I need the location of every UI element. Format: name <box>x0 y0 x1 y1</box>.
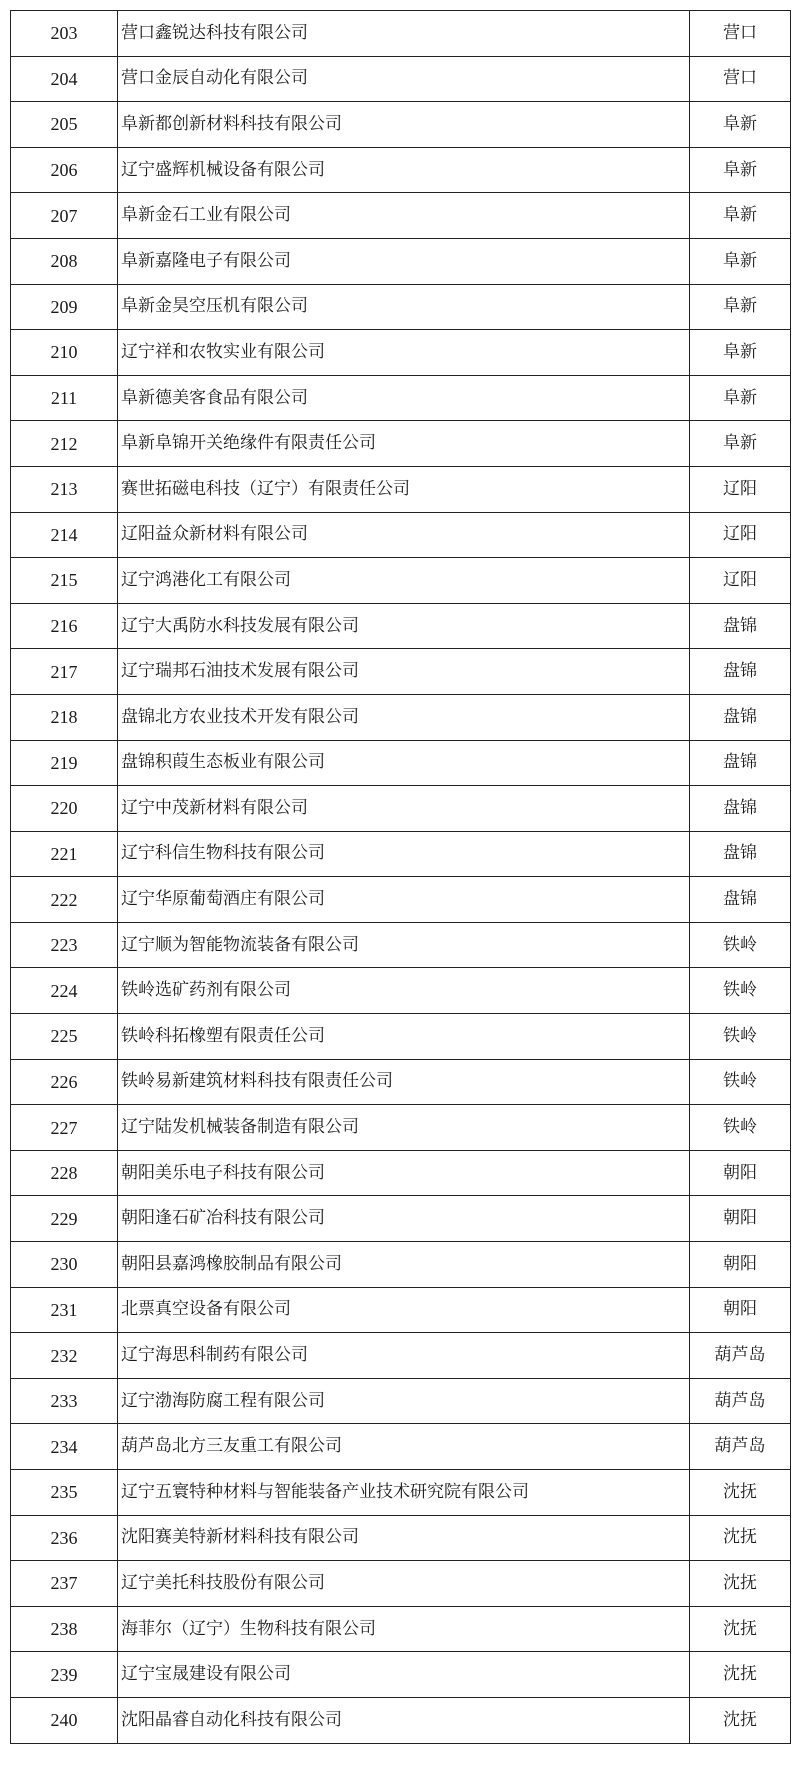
table-row <box>11 1059 791 1105</box>
city-name: 阜新 <box>690 193 791 239</box>
company-name: 阜新金昊空压机有限公司 <box>118 284 690 330</box>
company-name: 辽宁美托科技股份有限公司 <box>118 1561 690 1607</box>
row-number: 204 <box>11 56 118 102</box>
company-name: 海菲尔（辽宁）生物科技有限公司 <box>118 1606 690 1652</box>
table-row <box>11 1196 791 1242</box>
city-name: 盘锦 <box>690 831 791 877</box>
row-number: 205 <box>11 102 118 148</box>
row-number: 220 <box>11 786 118 832</box>
table-row <box>11 1242 791 1288</box>
city-name: 沈抚 <box>690 1652 791 1698</box>
row-number: 221 <box>11 831 118 877</box>
table-row <box>11 512 791 558</box>
company-name: 朝阳县嘉鸿橡胶制品有限公司 <box>118 1242 690 1288</box>
row-number: 223 <box>11 922 118 968</box>
company-name: 盘锦积葭生态板业有限公司 <box>118 740 690 786</box>
row-number: 226 <box>11 1059 118 1105</box>
row-number: 212 <box>11 421 118 467</box>
company-name: 辽宁五寰特种材料与智能装备产业技术研究院有限公司 <box>118 1470 690 1516</box>
company-name: 辽宁宝晟建设有限公司 <box>118 1652 690 1698</box>
city-name: 辽阳 <box>690 512 791 558</box>
table-row <box>11 193 791 239</box>
company-name: 沈阳晶睿自动化科技有限公司 <box>118 1697 690 1743</box>
row-number: 231 <box>11 1287 118 1333</box>
city-name: 盘锦 <box>690 649 791 695</box>
table-row <box>11 1014 791 1060</box>
company-name: 辽阳益众新材料有限公司 <box>118 512 690 558</box>
company-name: 辽宁大禹防水科技发展有限公司 <box>118 603 690 649</box>
company-name: 阜新金石工业有限公司 <box>118 193 690 239</box>
row-number: 228 <box>11 1150 118 1196</box>
row-number: 210 <box>11 330 118 376</box>
company-name: 辽宁祥和农牧实业有限公司 <box>118 330 690 376</box>
city-name: 朝阳 <box>690 1287 791 1333</box>
row-number: 203 <box>11 11 118 57</box>
table-row <box>11 1287 791 1333</box>
row-number: 236 <box>11 1515 118 1561</box>
table-row <box>11 831 791 877</box>
table-row <box>11 968 791 1014</box>
company-name: 朝阳逢石矿冶科技有限公司 <box>118 1196 690 1242</box>
table-row <box>11 1606 791 1652</box>
city-name: 辽阳 <box>690 558 791 604</box>
row-number: 240 <box>11 1697 118 1743</box>
row-number: 224 <box>11 968 118 1014</box>
city-name: 铁岭 <box>690 1014 791 1060</box>
table-row <box>11 1515 791 1561</box>
table-row <box>11 1561 791 1607</box>
company-name: 辽宁鸿港化工有限公司 <box>118 558 690 604</box>
row-number: 234 <box>11 1424 118 1470</box>
company-name: 辽宁渤海防腐工程有限公司 <box>118 1378 690 1424</box>
table-row <box>11 102 791 148</box>
table-row <box>11 740 791 786</box>
table-body <box>11 11 791 1744</box>
table-row <box>11 421 791 467</box>
company-name: 阜新嘉隆电子有限公司 <box>118 238 690 284</box>
city-name: 葫芦岛 <box>690 1333 791 1379</box>
table-row <box>11 1470 791 1516</box>
table-row <box>11 56 791 102</box>
row-number: 229 <box>11 1196 118 1242</box>
table-row <box>11 922 791 968</box>
row-number: 222 <box>11 877 118 923</box>
row-number: 218 <box>11 694 118 740</box>
row-number: 206 <box>11 147 118 193</box>
row-number: 211 <box>11 375 118 421</box>
company-name: 铁岭科拓橡塑有限责任公司 <box>118 1014 690 1060</box>
table-row <box>11 238 791 284</box>
city-name: 沈抚 <box>690 1470 791 1516</box>
table-row <box>11 330 791 376</box>
city-name: 朝阳 <box>690 1242 791 1288</box>
city-name: 沈抚 <box>690 1561 791 1607</box>
table-row <box>11 603 791 649</box>
city-name: 沈抚 <box>690 1606 791 1652</box>
city-name: 盘锦 <box>690 740 791 786</box>
table-row <box>11 649 791 695</box>
row-number: 230 <box>11 1242 118 1288</box>
row-number: 219 <box>11 740 118 786</box>
company-name: 营口鑫锐达科技有限公司 <box>118 11 690 57</box>
city-name: 阜新 <box>690 147 791 193</box>
table-row <box>11 1424 791 1470</box>
company-name: 铁岭选矿药剂有限公司 <box>118 968 690 1014</box>
city-name: 朝阳 <box>690 1150 791 1196</box>
row-number: 213 <box>11 466 118 512</box>
company-name: 辽宁华原葡萄酒庄有限公司 <box>118 877 690 923</box>
company-list-table-wrapper <box>10 10 790 1744</box>
table-row <box>11 1652 791 1698</box>
company-name: 铁岭易新建筑材料科技有限责任公司 <box>118 1059 690 1105</box>
row-number: 238 <box>11 1606 118 1652</box>
company-name: 辽宁科信生物科技有限公司 <box>118 831 690 877</box>
company-name: 朝阳美乐电子科技有限公司 <box>118 1150 690 1196</box>
row-number: 217 <box>11 649 118 695</box>
row-number: 208 <box>11 238 118 284</box>
company-name: 北票真空设备有限公司 <box>118 1287 690 1333</box>
row-number: 216 <box>11 603 118 649</box>
table-row <box>11 877 791 923</box>
city-name: 葫芦岛 <box>690 1424 791 1470</box>
table-row <box>11 558 791 604</box>
table-row <box>11 1333 791 1379</box>
company-list-table <box>10 10 791 1744</box>
table-row <box>11 1378 791 1424</box>
row-number: 233 <box>11 1378 118 1424</box>
city-name: 铁岭 <box>690 968 791 1014</box>
company-name: 辽宁陆发机械装备制造有限公司 <box>118 1105 690 1151</box>
company-name: 营口金辰自动化有限公司 <box>118 56 690 102</box>
row-number: 239 <box>11 1652 118 1698</box>
company-name: 阜新都创新材料科技有限公司 <box>118 102 690 148</box>
table-row <box>11 1150 791 1196</box>
company-name: 辽宁海思科制药有限公司 <box>118 1333 690 1379</box>
city-name: 阜新 <box>690 102 791 148</box>
row-number: 214 <box>11 512 118 558</box>
row-number: 215 <box>11 558 118 604</box>
company-name: 葫芦岛北方三友重工有限公司 <box>118 1424 690 1470</box>
row-number: 235 <box>11 1470 118 1516</box>
city-name: 阜新 <box>690 284 791 330</box>
city-name: 阜新 <box>690 375 791 421</box>
table-row <box>11 1697 791 1743</box>
city-name: 朝阳 <box>690 1196 791 1242</box>
row-number: 237 <box>11 1561 118 1607</box>
company-name: 盘锦北方农业技术开发有限公司 <box>118 694 690 740</box>
table-row <box>11 786 791 832</box>
company-name: 辽宁瑞邦石油技术发展有限公司 <box>118 649 690 695</box>
city-name: 阜新 <box>690 330 791 376</box>
row-number: 209 <box>11 284 118 330</box>
city-name: 盘锦 <box>690 786 791 832</box>
city-name: 营口 <box>690 56 791 102</box>
city-name: 葫芦岛 <box>690 1378 791 1424</box>
company-name: 阜新德美客食品有限公司 <box>118 375 690 421</box>
table-row <box>11 694 791 740</box>
city-name: 营口 <box>690 11 791 57</box>
city-name: 阜新 <box>690 238 791 284</box>
row-number: 232 <box>11 1333 118 1379</box>
table-row <box>11 375 791 421</box>
table-row <box>11 147 791 193</box>
row-number: 225 <box>11 1014 118 1060</box>
company-name: 阜新阜锦开关绝缘件有限责任公司 <box>118 421 690 467</box>
company-name: 辽宁顺为智能物流装备有限公司 <box>118 922 690 968</box>
city-name: 盘锦 <box>690 603 791 649</box>
table-row <box>11 466 791 512</box>
company-name: 辽宁盛辉机械设备有限公司 <box>118 147 690 193</box>
city-name: 盘锦 <box>690 877 791 923</box>
city-name: 阜新 <box>690 421 791 467</box>
city-name: 沈抚 <box>690 1515 791 1561</box>
company-name: 赛世拓磁电科技（辽宁）有限责任公司 <box>118 466 690 512</box>
company-name: 辽宁中茂新材料有限公司 <box>118 786 690 832</box>
company-name: 沈阳赛美特新材料科技有限公司 <box>118 1515 690 1561</box>
city-name: 铁岭 <box>690 922 791 968</box>
city-name: 铁岭 <box>690 1105 791 1151</box>
table-row <box>11 1105 791 1151</box>
city-name: 辽阳 <box>690 466 791 512</box>
city-name: 盘锦 <box>690 694 791 740</box>
table-row <box>11 11 791 57</box>
row-number: 207 <box>11 193 118 239</box>
table-row <box>11 284 791 330</box>
row-number: 227 <box>11 1105 118 1151</box>
city-name: 铁岭 <box>690 1059 791 1105</box>
city-name: 沈抚 <box>690 1697 791 1743</box>
